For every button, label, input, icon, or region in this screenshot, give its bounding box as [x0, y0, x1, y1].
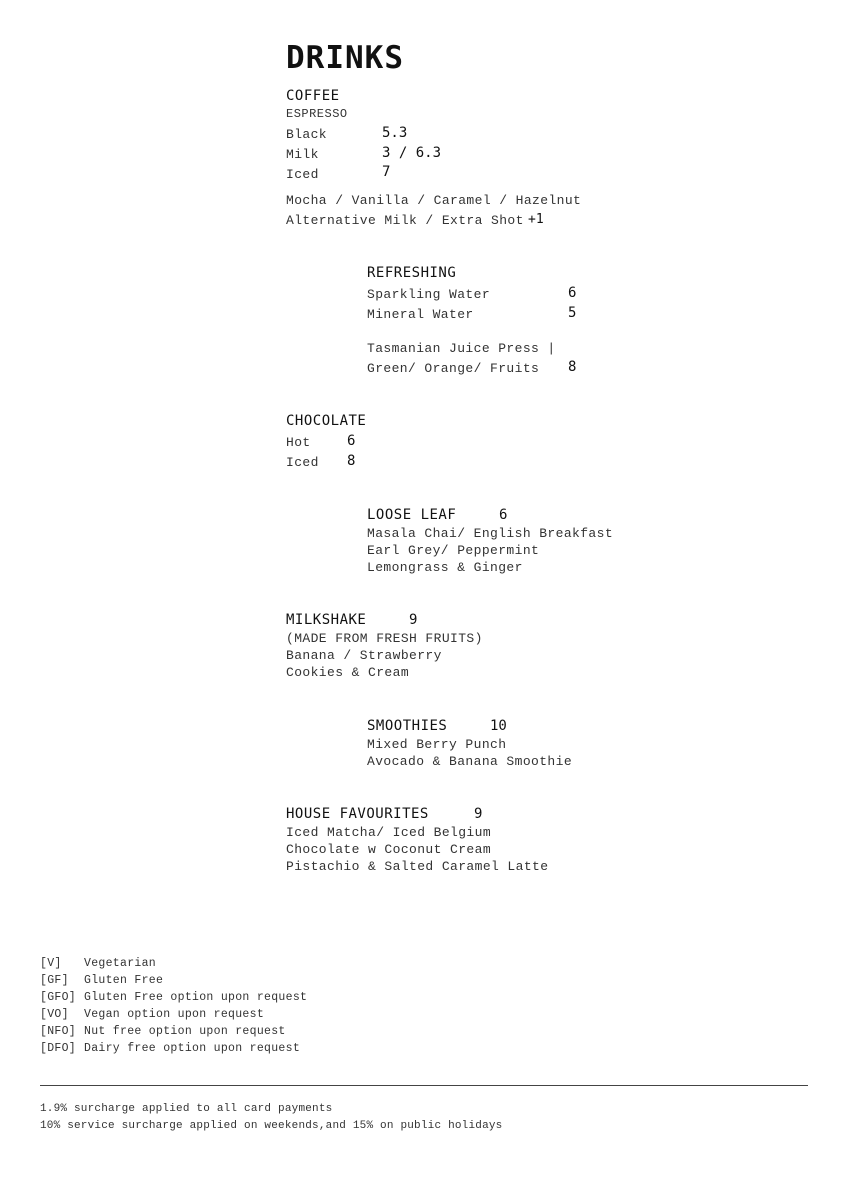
- smoothies-heading: SMOOTHIES: [367, 718, 448, 734]
- refreshing-item-price: 6: [568, 285, 577, 301]
- loose-leaf-line: Earl Grey/ Peppermint: [367, 543, 540, 558]
- loose-leaf-line: Masala Chai/ English Breakfast: [367, 526, 614, 541]
- legend-code: [V]: [40, 957, 62, 970]
- chocolate-item-price: 6: [347, 433, 356, 449]
- house-favourites-line: Iced Matcha/ Iced Belgium: [286, 825, 492, 840]
- juice-press-line: Tasmanian Juice Press |: [367, 341, 556, 356]
- legend-code: [DFO]: [40, 1042, 77, 1055]
- milkshake-heading: MILKSHAKE: [286, 612, 367, 628]
- refreshing-item-price: 5: [568, 305, 577, 321]
- smoothies-price: 10: [490, 718, 507, 734]
- juice-price: 8: [568, 359, 577, 375]
- legend-code: [NFO]: [40, 1025, 77, 1038]
- legend-code: [GF]: [40, 974, 69, 987]
- chocolate-item-name: Iced: [286, 455, 319, 470]
- milkshake-line: Banana / Strawberry: [286, 648, 442, 663]
- house-favourites-heading: HOUSE FAVOURITES: [286, 806, 429, 822]
- loose-leaf-heading: LOOSE LEAF: [367, 507, 457, 523]
- card-surcharge-note: 1.9% surcharge applied to all card payments: [40, 1103, 333, 1115]
- coffee-item-price: 3 / 6.3: [382, 145, 442, 161]
- chocolate-item-name: Hot: [286, 435, 311, 450]
- refreshing-item-name: Sparkling Water: [367, 287, 491, 302]
- refreshing-item-name: Mineral Water: [367, 307, 474, 322]
- coffee-item-price: 5.3: [382, 125, 408, 141]
- legend-description: Gluten Free: [84, 974, 164, 987]
- coffee-item-name: Milk: [286, 147, 319, 162]
- chocolate-item-price: 8: [347, 453, 356, 469]
- refreshing-heading: REFRESHING: [367, 265, 457, 281]
- coffee-heading: COFFEE: [286, 88, 340, 104]
- coffee-item-name: Black: [286, 127, 328, 142]
- coffee-item-name: Iced: [286, 167, 319, 182]
- coffee-flavours: Mocha / Vanilla / Caramel / Hazelnut: [286, 193, 582, 208]
- page-title: DRINKS: [286, 40, 404, 76]
- milkshake-line: (MADE FROM FRESH FRUITS): [286, 631, 483, 646]
- legend-description: Vegetarian: [84, 957, 157, 970]
- house-favourites-line: Chocolate w Coconut Cream: [286, 842, 492, 857]
- legend-description: Dairy free option upon request: [84, 1042, 301, 1055]
- juice-options-line: Green/ Orange/ Fruits: [367, 361, 540, 376]
- loose-leaf-line: Lemongrass & Ginger: [367, 560, 523, 575]
- legend-description: Gluten Free option upon request: [84, 991, 308, 1004]
- house-favourites-price: 9: [474, 806, 483, 822]
- legend-code: [VO]: [40, 1008, 69, 1021]
- legend-description: Nut free option upon request: [84, 1025, 286, 1038]
- legend-description: Vegan option upon request: [84, 1008, 265, 1021]
- footer-divider: [40, 1085, 808, 1086]
- house-favourites-line: Pistachio & Salted Caramel Latte: [286, 859, 549, 874]
- milkshake-price: 9: [409, 612, 418, 628]
- loose-leaf-price: 6: [499, 507, 508, 523]
- coffee-extras-price: +1: [528, 212, 544, 227]
- service-surcharge-note: 10% service surcharge applied on weekends,and 15% on public holidays: [40, 1120, 503, 1132]
- coffee-subheading: ESPRESSO: [286, 107, 348, 121]
- smoothies-line: Mixed Berry Punch: [367, 737, 507, 752]
- smoothies-line: Avocado & Banana Smoothie: [367, 754, 573, 769]
- chocolate-heading: CHOCOLATE: [286, 413, 367, 429]
- coffee-item-price: 7: [382, 164, 391, 180]
- coffee-extras: Alternative Milk / Extra Shot: [286, 213, 524, 228]
- legend-code: [GFO]: [40, 991, 77, 1004]
- milkshake-line: Cookies & Cream: [286, 665, 410, 680]
